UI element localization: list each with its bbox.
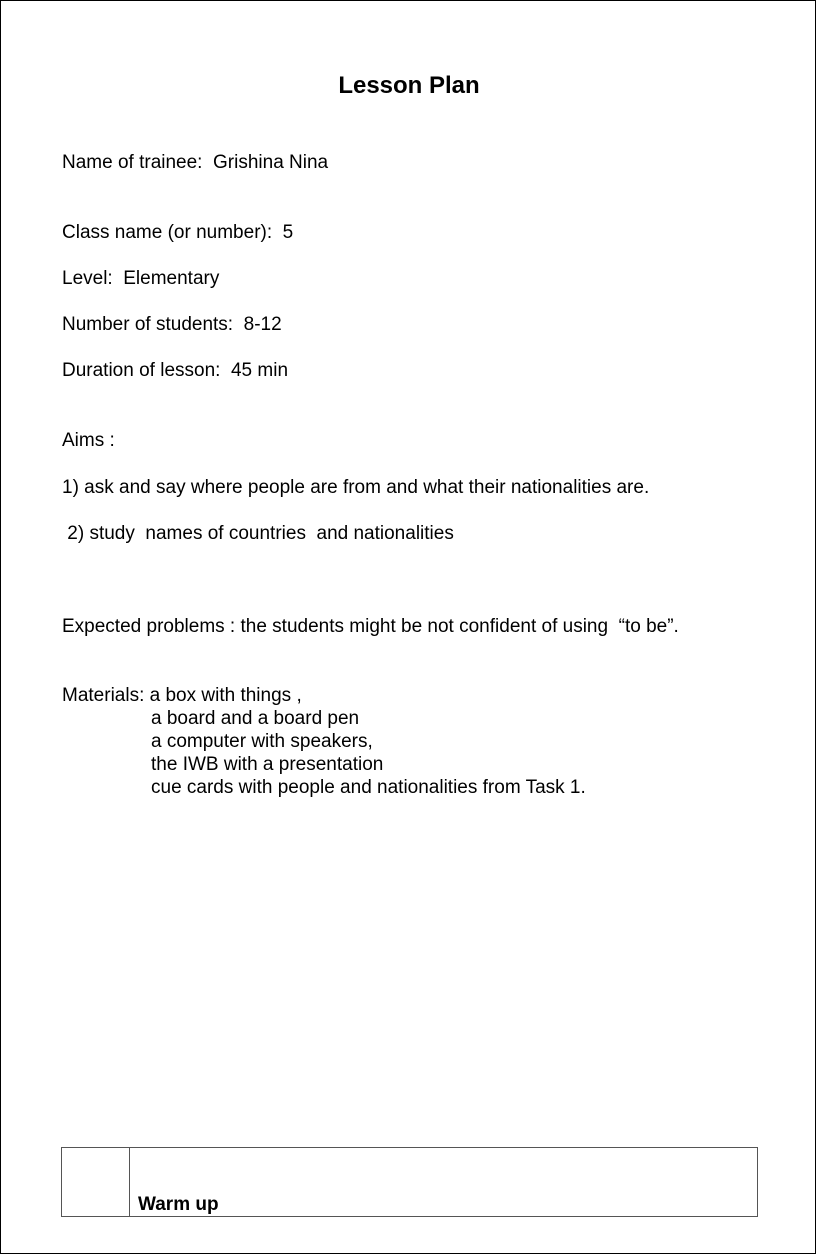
material-item: the IWB with a presentation [151,754,384,775]
material-item: cue cards with people and nationalities from Task 1. [151,777,586,798]
page-title: Lesson Plan [338,72,480,99]
material-item: a computer with speakers, [151,731,373,752]
stage-description-cell [130,1148,757,1216]
lesson-stages-table [61,1147,758,1217]
level: Level: Elementary [62,268,220,289]
aim-item: 1) ask and say where people are from and what their nationalities are. [62,477,650,498]
stage-number-cell [62,1148,130,1216]
aim-item: 2) study names of countries and nationalities [62,523,454,544]
lesson-duration: Duration of lesson: 45 min [62,360,289,381]
expected-problems: Expected problems : the students might be not confident of using “to be”. [62,616,679,637]
number-of-students: Number of students: 8-12 [62,314,282,335]
material-item: a board and a board pen [151,708,360,729]
class-name: Class name (or number): 5 [62,222,294,243]
aims-heading: Aims : [62,430,115,451]
trainee-name: Name of trainee: Grishina Nina [62,152,329,173]
materials-first: Materials: a box with things , [62,685,302,706]
stage-title: Warm up [138,1194,219,1215]
